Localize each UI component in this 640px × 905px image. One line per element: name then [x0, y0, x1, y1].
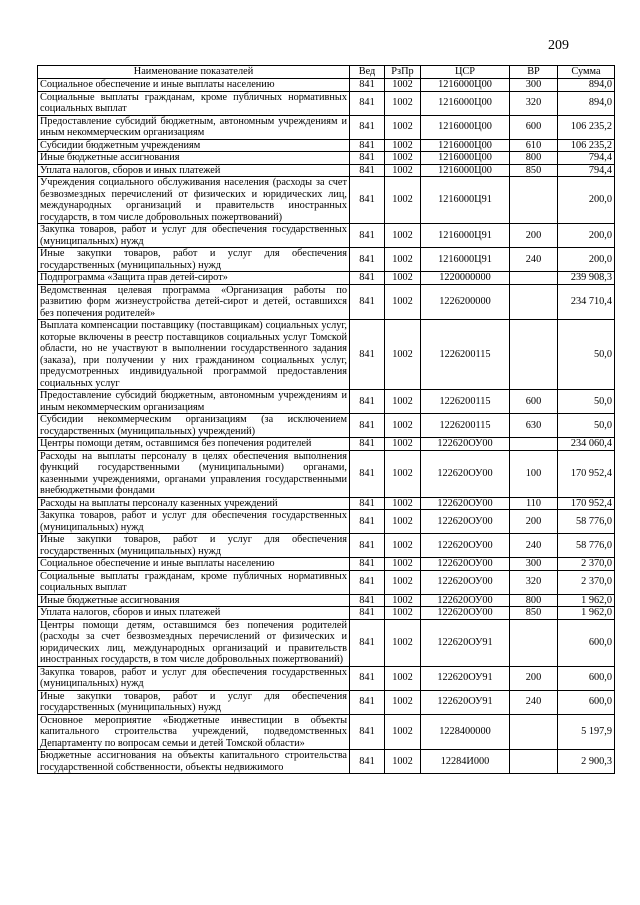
cell-vr: 600	[510, 390, 558, 414]
cell-sum: 2 370,0	[558, 570, 615, 594]
cell-sum: 200,0	[558, 248, 615, 272]
header-csr: ЦСР	[421, 66, 510, 79]
cell-rzpr: 1002	[385, 320, 421, 390]
cell-vr: 110	[510, 497, 558, 510]
cell-name: Предоставление субсидий бюджетным, автономным учреждениям и иным некоммерческим организациям	[38, 115, 350, 139]
cell-rzpr: 1002	[385, 91, 421, 115]
cell-ved: 841	[350, 607, 385, 620]
table-row	[38, 750, 615, 774]
cell-rzpr: 1002	[385, 390, 421, 414]
cell-name: Социальные выплаты гражданам, кроме публичных нормативных социальных выплат	[38, 91, 350, 115]
table-row	[38, 390, 615, 414]
cell-sum: 50,0	[558, 390, 615, 414]
cell-sum: 170 952,4	[558, 497, 615, 510]
cell-vr: 320	[510, 570, 558, 594]
cell-ved: 841	[350, 224, 385, 248]
header-ved: Вед	[350, 66, 385, 79]
cell-rzpr: 1002	[385, 284, 421, 320]
cell-sum: 170 952,4	[558, 450, 615, 497]
cell-csr: 12284И000	[421, 750, 510, 774]
cell-csr: 1216000Ц00	[421, 139, 510, 152]
cell-sum: 50,0	[558, 320, 615, 390]
cell-name: Уплата налогов, сборов и иных платежей	[38, 164, 350, 177]
cell-csr: 1228400000	[421, 714, 510, 750]
cell-vr: 850	[510, 607, 558, 620]
cell-sum: 50,0	[558, 414, 615, 438]
cell-vr: 200	[510, 224, 558, 248]
cell-ved: 841	[350, 570, 385, 594]
cell-vr: 850	[510, 164, 558, 177]
cell-name: Субсидии некоммерческим организациям (за исключением государственных (муниципальных) учреждений)	[38, 414, 350, 438]
table-row	[38, 272, 615, 285]
cell-vr	[510, 619, 558, 666]
cell-rzpr: 1002	[385, 79, 421, 92]
cell-csr: 1216000Ц00	[421, 79, 510, 92]
header-vr: ВР	[510, 66, 558, 79]
cell-ved: 841	[350, 714, 385, 750]
cell-sum: 1 962,0	[558, 594, 615, 607]
cell-csr: 1226200000	[421, 284, 510, 320]
table-row	[38, 497, 615, 510]
page-number: 209	[548, 38, 569, 53]
cell-csr: 1226200115	[421, 320, 510, 390]
table-row	[38, 558, 615, 571]
table-row	[38, 284, 615, 320]
cell-ved: 841	[350, 320, 385, 390]
cell-vr: 600	[510, 115, 558, 139]
table-row	[38, 139, 615, 152]
table-row	[38, 510, 615, 534]
cell-name: Иные бюджетные ассигнования	[38, 594, 350, 607]
cell-vr	[510, 750, 558, 774]
cell-sum: 600,0	[558, 619, 615, 666]
table-row	[38, 690, 615, 714]
table-row	[38, 619, 615, 666]
cell-sum: 58 776,0	[558, 510, 615, 534]
cell-rzpr: 1002	[385, 248, 421, 272]
cell-ved: 841	[350, 272, 385, 285]
cell-sum: 794,4	[558, 164, 615, 177]
cell-rzpr: 1002	[385, 497, 421, 510]
cell-ved: 841	[350, 139, 385, 152]
cell-rzpr: 1002	[385, 510, 421, 534]
cell-sum: 2 370,0	[558, 558, 615, 571]
cell-sum: 58 776,0	[558, 534, 615, 558]
cell-name: Уплата налогов, сборов и иных платежей	[38, 607, 350, 620]
cell-sum: 106 235,2	[558, 115, 615, 139]
cell-name: Иные закупки товаров, работ и услуг для обеспечения государственных (муниципальных) нужд	[38, 248, 350, 272]
cell-vr	[510, 320, 558, 390]
table-row	[38, 666, 615, 690]
cell-csr: 1226200115	[421, 414, 510, 438]
cell-csr: 1216000Ц00	[421, 115, 510, 139]
cell-sum: 1 962,0	[558, 607, 615, 620]
cell-ved: 841	[350, 152, 385, 165]
cell-ved: 841	[350, 414, 385, 438]
cell-sum: 234 710,4	[558, 284, 615, 320]
cell-name: Учреждения социального обслуживания населения (расходы за счет безвозмездных перечислений от физических и юридических лиц, международных организаций и правительств иностранных государств, в том числе добровольных пожертвований)	[38, 177, 350, 224]
cell-name: Ведомственная целевая программа «Организация работы по развитию форм жизнеустройства детей-сирот и детей, оставшихся без попечения родителей»	[38, 284, 350, 320]
table-row	[38, 115, 615, 139]
cell-name: Центры помощи детям, оставшимся без попечения родителей	[38, 438, 350, 451]
cell-csr: 1220000000	[421, 272, 510, 285]
cell-vr: 300	[510, 558, 558, 571]
cell-sum: 106 235,2	[558, 139, 615, 152]
table-row	[38, 714, 615, 750]
cell-vr: 800	[510, 594, 558, 607]
table-row	[38, 320, 615, 390]
cell-name: Основное мероприятие «Бюджетные инвестиции в объекты капитального строительства учреждений, подведомственных Департаменту по вопросам семьи и детей Томской области»	[38, 714, 350, 750]
cell-sum: 894,0	[558, 79, 615, 92]
cell-sum: 200,0	[558, 177, 615, 224]
cell-ved: 841	[350, 284, 385, 320]
cell-vr: 300	[510, 79, 558, 92]
cell-csr: 1216000Ц00	[421, 164, 510, 177]
table-body	[38, 79, 615, 774]
cell-name: Закупка товаров, работ и услуг для обеспечения государственных (муниципальных) нужд	[38, 666, 350, 690]
table-row	[38, 177, 615, 224]
cell-ved: 841	[350, 510, 385, 534]
cell-sum: 5 197,9	[558, 714, 615, 750]
cell-vr: 200	[510, 510, 558, 534]
cell-rzpr: 1002	[385, 139, 421, 152]
cell-csr: 1216000Ц91	[421, 248, 510, 272]
cell-name: Социальные выплаты гражданам, кроме публичных нормативных социальных выплат	[38, 570, 350, 594]
cell-ved: 841	[350, 690, 385, 714]
cell-csr: 122620ОУ00	[421, 534, 510, 558]
header-sum: Сумма	[558, 66, 615, 79]
cell-name: Иные закупки товаров, работ и услуг для обеспечения государственных (муниципальных) нужд	[38, 534, 350, 558]
cell-ved: 841	[350, 750, 385, 774]
cell-name: Социальное обеспечение и иные выплаты населению	[38, 79, 350, 92]
cell-csr: 122620ОУ00	[421, 450, 510, 497]
cell-vr: 800	[510, 152, 558, 165]
cell-csr: 122620ОУ00	[421, 607, 510, 620]
cell-ved: 841	[350, 666, 385, 690]
cell-ved: 841	[350, 534, 385, 558]
header-name: Наименование показателей	[38, 66, 350, 79]
cell-name: Субсидии бюджетным учреждениям	[38, 139, 350, 152]
cell-name: Выплата компенсации поставщику (поставщикам) социальных услуг, которые включены в реестр поставщиков социальных услуг Томской области, но не участвуют в выполнении государственного задания (заказа), при получении у них гражданином социальных услуг, предусмотренных индивидуальной программой предоставления социальных услуг	[38, 320, 350, 390]
cell-rzpr: 1002	[385, 594, 421, 607]
cell-csr: 122620ОУ00	[421, 570, 510, 594]
cell-csr: 1216000Ц91	[421, 224, 510, 248]
cell-ved: 841	[350, 91, 385, 115]
cell-sum: 894,0	[558, 91, 615, 115]
cell-ved: 841	[350, 115, 385, 139]
cell-csr: 1226200115	[421, 390, 510, 414]
cell-name: Закупка товаров, работ и услуг для обеспечения государственных (муниципальных) нужд	[38, 224, 350, 248]
cell-vr	[510, 284, 558, 320]
cell-ved: 841	[350, 450, 385, 497]
cell-sum: 2 900,3	[558, 750, 615, 774]
cell-ved: 841	[350, 438, 385, 451]
cell-ved: 841	[350, 164, 385, 177]
cell-ved: 841	[350, 619, 385, 666]
cell-rzpr: 1002	[385, 534, 421, 558]
cell-rzpr: 1002	[385, 690, 421, 714]
cell-rzpr: 1002	[385, 619, 421, 666]
cell-ved: 841	[350, 497, 385, 510]
cell-vr: 320	[510, 91, 558, 115]
cell-ved: 841	[350, 79, 385, 92]
cell-rzpr: 1002	[385, 152, 421, 165]
cell-rzpr: 1002	[385, 450, 421, 497]
cell-name: Закупка товаров, работ и услуг для обеспечения государственных (муниципальных) нужд	[38, 510, 350, 534]
cell-vr	[510, 438, 558, 451]
table-row	[38, 79, 615, 92]
table-row	[38, 450, 615, 497]
cell-csr: 122620ОУ00	[421, 510, 510, 534]
cell-rzpr: 1002	[385, 750, 421, 774]
cell-rzpr: 1002	[385, 666, 421, 690]
cell-sum: 239 908,3	[558, 272, 615, 285]
cell-rzpr: 1002	[385, 272, 421, 285]
table-row	[38, 607, 615, 620]
cell-rzpr: 1002	[385, 177, 421, 224]
header-rzpr: РзПр	[385, 66, 421, 79]
table-row	[38, 164, 615, 177]
cell-rzpr: 1002	[385, 414, 421, 438]
budget-table	[37, 65, 615, 774]
cell-csr: 1216000Ц91	[421, 177, 510, 224]
table-header-row	[38, 66, 615, 79]
cell-vr: 100	[510, 450, 558, 497]
table-row	[38, 152, 615, 165]
cell-vr: 610	[510, 139, 558, 152]
cell-sum: 794,4	[558, 152, 615, 165]
cell-vr	[510, 272, 558, 285]
cell-sum: 234 060,4	[558, 438, 615, 451]
cell-name: Иные закупки товаров, работ и услуг для обеспечения государственных (муниципальных) нужд	[38, 690, 350, 714]
cell-vr	[510, 714, 558, 750]
cell-ved: 841	[350, 248, 385, 272]
cell-sum: 200,0	[558, 224, 615, 248]
cell-vr: 240	[510, 690, 558, 714]
cell-sum: 600,0	[558, 666, 615, 690]
cell-name: Предоставление субсидий бюджетным, автономным учреждениям и иным некоммерческим организациям	[38, 390, 350, 414]
cell-rzpr: 1002	[385, 714, 421, 750]
cell-sum: 600,0	[558, 690, 615, 714]
cell-rzpr: 1002	[385, 570, 421, 594]
cell-name: Расходы на выплаты персоналу казенных учреждений	[38, 497, 350, 510]
table-row	[38, 534, 615, 558]
cell-ved: 841	[350, 177, 385, 224]
cell-name: Расходы на выплаты персоналу в целях обеспечения выполнения функций государственными (муниципальными) органами, казенными учреждениями, органами управления государственными внебюджетными фондами	[38, 450, 350, 497]
cell-rzpr: 1002	[385, 224, 421, 248]
cell-rzpr: 1002	[385, 164, 421, 177]
cell-name: Бюджетные ассигнования на объекты капитального строительства государственной собственности, объекты недвижимого	[38, 750, 350, 774]
cell-ved: 841	[350, 594, 385, 607]
cell-rzpr: 1002	[385, 607, 421, 620]
table-row	[38, 438, 615, 451]
table-row	[38, 414, 615, 438]
cell-csr: 122620ОУ00	[421, 497, 510, 510]
table-row	[38, 570, 615, 594]
table-row	[38, 224, 615, 248]
cell-vr: 200	[510, 666, 558, 690]
cell-csr: 122620ОУ00	[421, 438, 510, 451]
cell-vr	[510, 177, 558, 224]
cell-vr: 630	[510, 414, 558, 438]
cell-rzpr: 1002	[385, 438, 421, 451]
cell-csr: 122620ОУ91	[421, 690, 510, 714]
table-row	[38, 594, 615, 607]
cell-csr: 122620ОУ91	[421, 666, 510, 690]
cell-name: Социальное обеспечение и иные выплаты населению	[38, 558, 350, 571]
cell-csr: 1216000Ц00	[421, 152, 510, 165]
cell-csr: 122620ОУ00	[421, 558, 510, 571]
cell-csr: 122620ОУ00	[421, 594, 510, 607]
cell-ved: 841	[350, 390, 385, 414]
cell-rzpr: 1002	[385, 115, 421, 139]
cell-name: Подпрограмма «Защита прав детей-сирот»	[38, 272, 350, 285]
table-row	[38, 248, 615, 272]
cell-name: Центры помощи детям, оставшимся без попечения родителей (расходы за счет безвозмездных перечислений от физических и юридических лиц, международных организаций и правительств иностранных государств, в том числе добровольных пожертвований)	[38, 619, 350, 666]
cell-ved: 841	[350, 558, 385, 571]
table-row	[38, 91, 615, 115]
cell-csr: 122620ОУ91	[421, 619, 510, 666]
cell-csr: 1216000Ц00	[421, 91, 510, 115]
cell-name: Иные бюджетные ассигнования	[38, 152, 350, 165]
cell-vr: 240	[510, 534, 558, 558]
cell-rzpr: 1002	[385, 558, 421, 571]
cell-vr: 240	[510, 248, 558, 272]
